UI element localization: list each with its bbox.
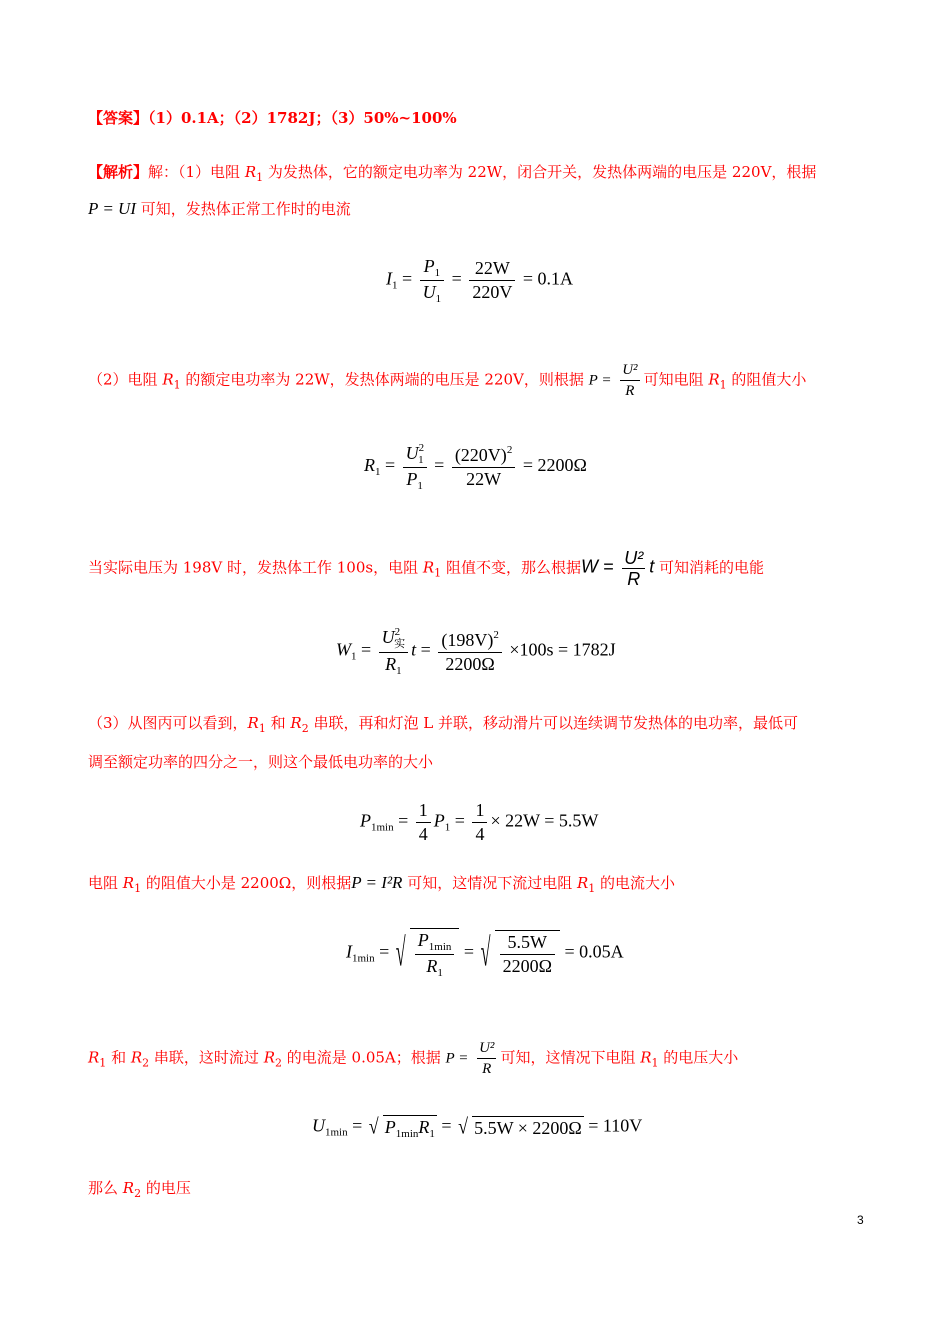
analysis-part3b-line: 电阻 $R_1$ 的阻值大小是 2200Ω，则根据P = I²R 可知，这情况下流过电阻 $R_1$ 的电流大小 — [88, 873, 676, 895]
formula-w-u2-over-r-t: $\frac{\text{U²}}{R}$ — [624, 548, 644, 589]
equation-energy: $W_1$ = $\frac{U^2_实}{R_1}$ t = $\frac{(198V)^2}{2200\Omega}$ ×100s = 1782J — [336, 626, 616, 677]
analysis-part1-line2: P = UI 可知，发热体正常工作时的电流 — [88, 199, 351, 218]
equation-current: $I_1$ = $\frac{P_1}{U_1}$ = $\frac{22W}{220V}$ = 0.1A — [386, 256, 573, 305]
formula-u2-over-r: $\frac{\text{U²}}{R}$ — [622, 362, 638, 399]
analysis-part2b-line: 当实际电压为 198V 时，发热体工作 100s，电阻 $R_1$ 阻值不变，那么根据W = $\frac{\text{U²}}{R}$ t 可知消耗的电能 — [88, 548, 765, 589]
page-number: 3 — [857, 1213, 864, 1227]
answer-line — [88, 108, 457, 128]
analysis-part1-line1: 【解析】解：（1）电阻 $R_1$ 为发热体，它的额定电功率为 22W，闭合开关，发热体两端的电压是 220V，根据 — [88, 163, 817, 184]
answer-text: （1）0.1A；（2）1782J；（3）50%~100% — [148, 109, 457, 127]
analysis-part2-line: （2）电阻 $R_1$ 的额定电功率为 22W，发热体两端的电压是 220V，则根据 P = $\frac{\text{U²}}{R}$ 可知电阻 $R_1$ 的阻值大小 — [88, 362, 807, 399]
analysis-part3-line1: （3）从图丙可以看到，$R_1$ 和 $R_2$ 串联，再和灯泡 L 并联，移动滑片可以连续调节发热体的电功率，最低可 — [88, 714, 798, 735]
equation-min-current: $I_{1min}$ = √ $\frac{P_{1min}}{R_1}$ = √ $\frac{5.5W}{2200\Omega}$ = 0.05A — [346, 928, 624, 979]
equation-min-power: $P_{1min}$ = $\frac{1}{4}$ $P_1$ = $\frac{1}{4}$ × 22W = 5.5W — [360, 800, 599, 844]
analysis-part3-line2: 调至额定功率的四分之一，则这个最低电功率的大小 — [88, 753, 434, 771]
analysis-part3c-line: $R_1$ 和 $R_2$ 串联，这时流过 $R_2$ 的电流是 0.05A；根据 P = $\frac{\text{U²}}{R}$ 可知，这情况下电阻 $R_1$ 的电压大小 — [88, 1040, 739, 1077]
analysis-final-line: 那么 $R_2$ 的电压 — [88, 1179, 191, 1200]
answer-label: 【答案】 — [88, 109, 149, 127]
equation-resistance: $R_1$ = $\frac{U^2_1}{P_1}$ = $\frac{(220V)^2}{22W}$ = 2200Ω — [364, 442, 587, 492]
equation-min-voltage: $U_{1min}$ = √ $P_{1min}R_1$ = √ 5.5W × 2200Ω = 110V — [312, 1115, 642, 1140]
formula-p-i2r: P = I²R — [351, 873, 403, 892]
analysis-label: 【解析】 — [88, 163, 149, 181]
formula-p-ui: P = UI — [88, 199, 136, 218]
